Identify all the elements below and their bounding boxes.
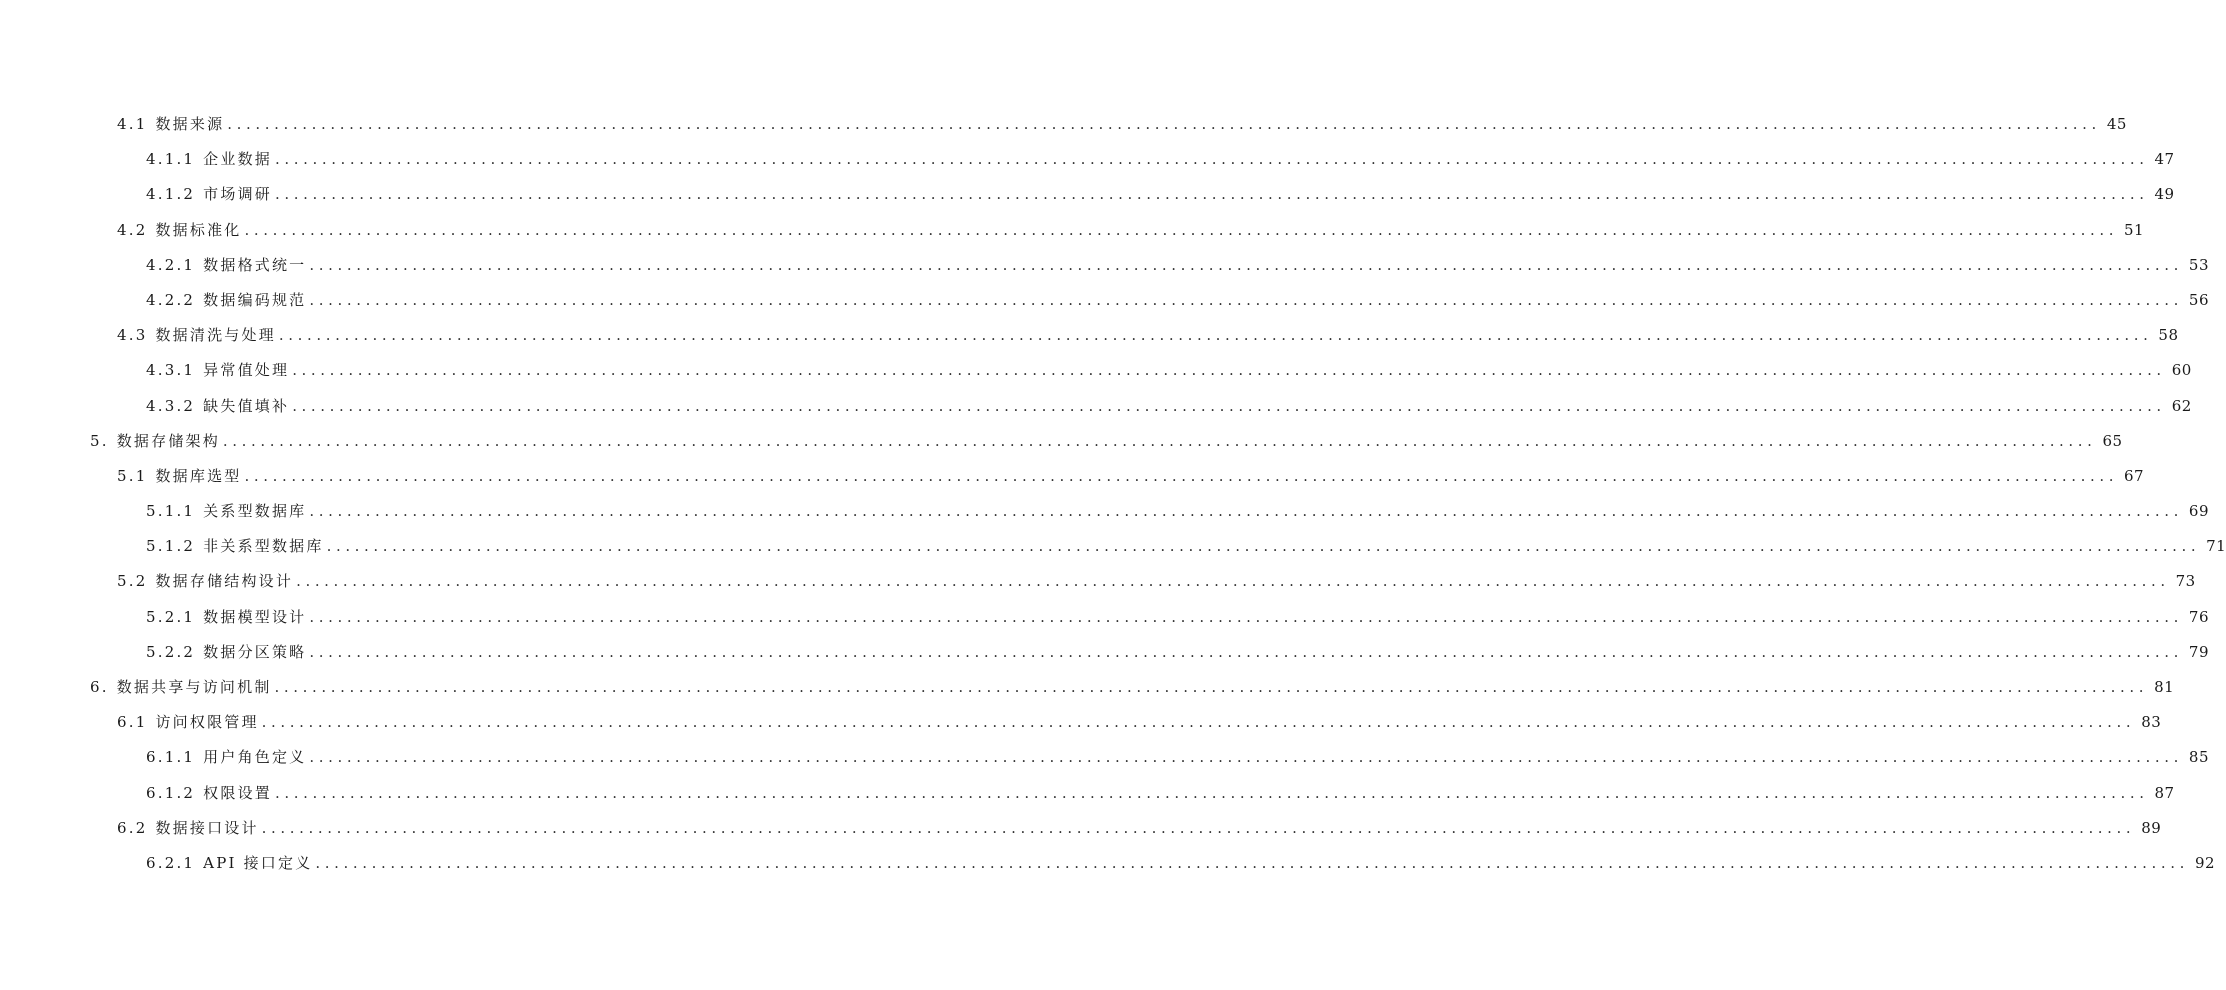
toc-leader-dots: ........................................................................................................................................................................................................ — [274, 678, 2149, 696]
toc-number: 6.1.1 — [146, 748, 196, 767]
toc-leader-dots: ........................................................................................................................................................................................................ — [274, 150, 2149, 169]
toc-title: 数据编码规范 — [203, 290, 307, 309]
toc-number: 6.2 — [117, 818, 148, 837]
toc-number: 4.1.1 — [146, 150, 196, 169]
toc-title: 用户角色定义 — [203, 748, 307, 767]
toc-page-number: 56 — [2188, 290, 2209, 309]
toc-entry-4-1-2[interactable] — [0, 177, 2175, 212]
toc-entry-6-2-1[interactable] — [0, 846, 2216, 881]
toc-entry-6-1-1[interactable] — [0, 740, 2209, 775]
toc-title: 数据标准化 — [155, 220, 242, 239]
toc-title: 异常值处理 — [203, 361, 290, 380]
toc-leader-dots: ........................................................................................................................................................................................................ — [309, 748, 2183, 767]
toc-page-number: 60 — [2171, 361, 2192, 380]
toc-title: 权限设置 — [203, 783, 272, 802]
toc-leader-dots: ........................................................................................................................................................................................................ — [309, 607, 2183, 626]
toc-number: 5.2.1 — [146, 607, 196, 626]
toc-page-number: 87 — [2154, 783, 2175, 802]
toc-entry-4-3-1[interactable] — [0, 353, 2192, 388]
toc-number: 4.1.2 — [146, 185, 196, 204]
toc-page-number: 69 — [2188, 502, 2209, 521]
toc-page-number: 79 — [2188, 642, 2209, 661]
toc-number: 4.2.2 — [146, 290, 196, 309]
toc-title: 访问权限管理 — [155, 713, 259, 732]
toc-number: 4.2 — [117, 220, 148, 239]
toc-entry-5-1[interactable] — [0, 459, 2145, 494]
toc-leader-dots: ........................................................................................................................................................................................................ — [274, 185, 2149, 204]
toc-entry-4-1[interactable] — [0, 107, 2127, 142]
toc-title: 数据接口设计 — [155, 818, 259, 837]
toc-leader-dots: ........................................................................................................................................................................................................ — [309, 290, 2183, 309]
toc-leader-dots: ........................................................................................................................................................................................................ — [227, 115, 2101, 133]
toc-leader-dots: ........................................................................................................................................................................................................ — [309, 255, 2183, 274]
toc-page-number: 62 — [2171, 396, 2192, 415]
toc-leader-dots: ........................................................................................................................................................................................................ — [326, 537, 2201, 556]
toc-number: 4.3 — [117, 326, 148, 345]
toc-page-number: 67 — [2124, 466, 2145, 485]
toc-title: 关系型数据库 — [203, 502, 307, 521]
toc-entry-5-1-2[interactable] — [0, 529, 2226, 564]
toc-page-number: 85 — [2188, 748, 2209, 767]
toc-leader-dots: ........................................................................................................................................................................................................ — [261, 713, 2136, 732]
toc-entry-5-2-1[interactable] — [0, 600, 2209, 635]
toc-entry-6-1-2[interactable] — [0, 776, 2175, 811]
toc-entry-4-2[interactable] — [0, 213, 2145, 248]
toc-title: 数据格式统一 — [203, 255, 307, 274]
toc-page-number: 53 — [2188, 255, 2209, 274]
toc-leader-dots: ........................................................................................................................................................................................................ — [261, 818, 2136, 837]
toc-entry-4-2-1[interactable] — [0, 248, 2209, 283]
toc-number: 4.1 — [117, 115, 148, 133]
toc-page-number: 71 — [2206, 537, 2226, 556]
toc-entry-4-1-1[interactable] — [0, 142, 2175, 177]
toc-page-number: 47 — [2154, 150, 2175, 169]
toc-leader-dots: ........................................................................................................................................................................................................ — [309, 502, 2183, 521]
toc-number: 6.1.2 — [146, 783, 196, 802]
toc-page-number: 81 — [2154, 678, 2175, 696]
toc-leader-dots: ........................................................................................................................................................................................................ — [296, 572, 2170, 591]
toc-leader-dots: ........................................................................................................................................................................................................ — [244, 220, 2119, 239]
toc-entry-6[interactable] — [0, 670, 2175, 705]
toc-leader-dots: ........................................................................................................................................................................................................ — [292, 396, 2166, 415]
toc-title: 市场调研 — [203, 185, 272, 204]
toc-title: 非关系型数据库 — [203, 537, 324, 556]
toc-entry-4-3[interactable] — [0, 318, 2179, 353]
toc-entry-6-1[interactable] — [0, 705, 2162, 740]
toc-page-number: 49 — [2154, 185, 2175, 204]
toc-number: 6.1 — [117, 713, 148, 732]
toc-title: 数据分区策略 — [203, 642, 307, 661]
toc-number: 4.2.1 — [146, 255, 196, 274]
toc-number: 5.2 — [117, 572, 148, 591]
toc-number: 4.3.1 — [146, 361, 196, 380]
toc-title: 数据共享与访问机制 — [116, 678, 272, 696]
toc-title: 数据清洗与处理 — [155, 326, 276, 345]
toc-page-number: 65 — [2102, 431, 2123, 450]
toc-entry-4-3-2[interactable] — [0, 389, 2192, 424]
toc-title: 数据库选型 — [155, 466, 242, 485]
toc-entry-5-2[interactable] — [0, 564, 2196, 599]
toc-title: 缺失值填补 — [203, 396, 290, 415]
toc-leader-dots: ........................................................................................................................................................................................................ — [222, 431, 2097, 450]
toc-title: 数据模型设计 — [203, 607, 307, 626]
toc-title: 企业数据 — [203, 150, 272, 169]
toc-number: 4.3.2 — [146, 396, 196, 415]
toc-page-number: 58 — [2158, 326, 2179, 345]
toc-leader-dots: ........................................................................................................................................................................................................ — [315, 853, 2190, 872]
toc-number: 5.2.2 — [146, 642, 196, 661]
toc-leader-dots: ........................................................................................................................................................................................................ — [244, 466, 2119, 485]
toc-page-number: 76 — [2188, 607, 2209, 626]
toc-page-number: 73 — [2175, 572, 2196, 591]
toc-number: 5. — [90, 431, 109, 450]
toc-title: 数据存储架构 — [116, 431, 220, 450]
toc-entry-4-2-2[interactable] — [0, 283, 2209, 318]
toc-page-number: 89 — [2141, 818, 2162, 837]
toc-leader-dots: ........................................................................................................................................................................................................ — [292, 361, 2166, 380]
toc-title: 数据存储结构设计 — [155, 572, 294, 591]
toc-page-number: 92 — [2194, 853, 2216, 872]
table-of-contents — [0, 107, 2226, 881]
toc-leader-dots: ........................................................................................................................................................................................................ — [309, 642, 2183, 661]
toc-title: API 接口定义 — [203, 853, 313, 872]
toc-page-number: 51 — [2124, 220, 2145, 239]
toc-entry-5-1-1[interactable] — [0, 494, 2209, 529]
toc-page-number: 83 — [2141, 713, 2162, 732]
toc-entry-6-2[interactable] — [0, 811, 2162, 846]
toc-title: 数据来源 — [155, 115, 225, 133]
toc-number: 5.1.1 — [146, 502, 196, 521]
toc-entry-5[interactable] — [0, 424, 2123, 459]
toc-number: 5.1.2 — [146, 537, 196, 556]
toc-number: 6.2.1 — [146, 853, 196, 872]
toc-leader-dots: ........................................................................................................................................................................................................ — [274, 783, 2149, 802]
toc-page-number: 45 — [2106, 115, 2127, 133]
toc-number: 5.1 — [117, 466, 148, 485]
toc-entry-5-2-2[interactable] — [0, 635, 2209, 670]
toc-number: 6. — [90, 678, 109, 696]
toc-leader-dots: ........................................................................................................................................................................................................ — [278, 326, 2153, 345]
